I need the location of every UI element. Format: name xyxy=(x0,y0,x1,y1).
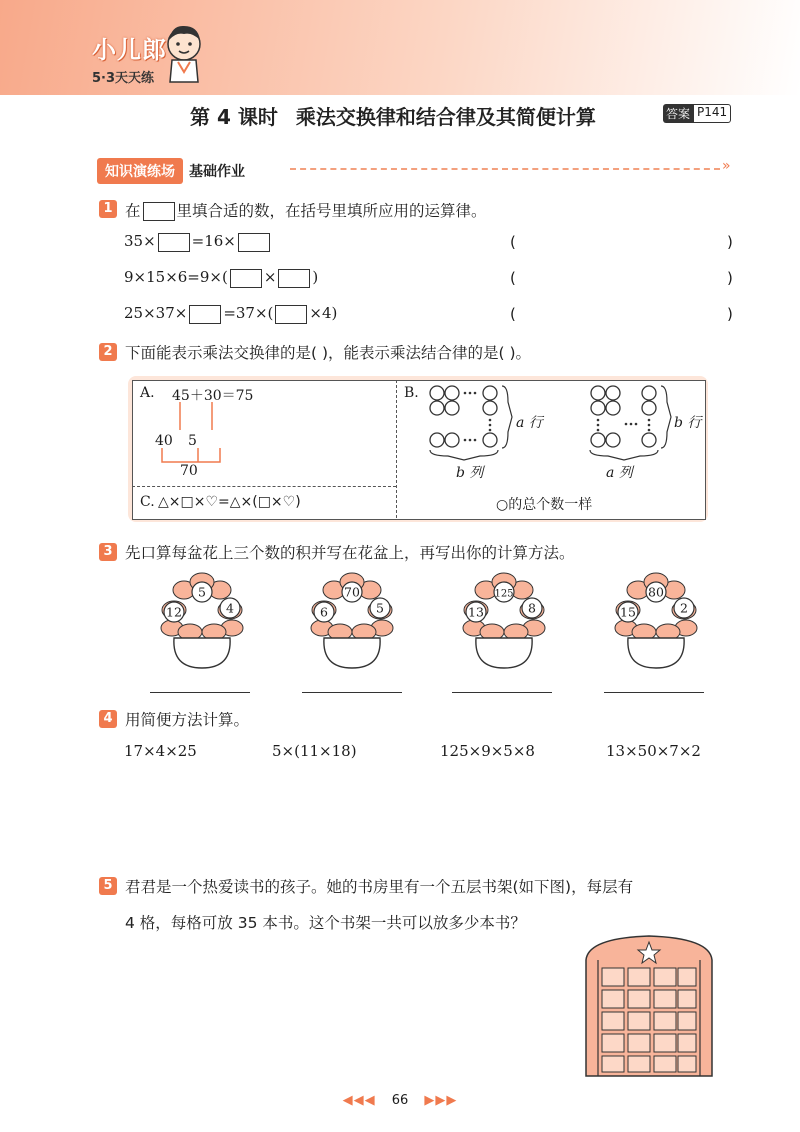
option-b-cols-2: a 列 xyxy=(606,465,633,481)
paren-open: ( xyxy=(510,269,516,287)
section-subtitle: 基础作业 xyxy=(189,164,245,180)
q1-text-a: 在 xyxy=(125,202,141,220)
answer-box[interactable] xyxy=(189,305,221,324)
chevron-right-icon: » xyxy=(722,158,731,174)
flower-number-left: 13 xyxy=(468,604,484,620)
lesson-number: 第 4 课时 xyxy=(190,105,278,129)
answer-line[interactable] xyxy=(604,692,704,693)
q1-text-b: 里填合适的数，在括号里填所应用的运算律。 xyxy=(176,202,487,220)
row-part: =16× xyxy=(191,232,236,250)
panel-divider xyxy=(132,486,396,487)
flower-pot-icon xyxy=(300,572,404,672)
answer-line[interactable] xyxy=(452,692,552,693)
calc-item: 17×4×25 xyxy=(124,742,197,760)
section-divider xyxy=(290,168,720,170)
answer-box[interactable] xyxy=(238,233,270,252)
row-part: ) xyxy=(312,268,319,286)
flower-number-right: 4 xyxy=(226,600,234,616)
option-a-bottom: 70 xyxy=(180,463,198,479)
question-text: 用简便方法计算。 xyxy=(125,711,250,729)
flower-number-top: 125 xyxy=(494,588,514,600)
section-header xyxy=(97,158,245,184)
option-a-left: 40 xyxy=(155,433,173,449)
flower-number-left: 12 xyxy=(166,604,182,620)
arrows-right-icon: ▶▶▶ xyxy=(424,1093,458,1108)
option-a-label: A. xyxy=(140,385,155,401)
q1-row-1 xyxy=(124,232,272,252)
bookshelf-icon xyxy=(578,930,720,1080)
answer-label: 答案 xyxy=(663,104,693,123)
calc-item: 5×(11×18) xyxy=(272,742,357,760)
page-number: 66 xyxy=(391,1093,409,1108)
answer-page: P141 xyxy=(693,104,731,123)
answer-box[interactable] xyxy=(278,269,310,288)
section-tag: 知识演练场 xyxy=(97,158,183,184)
flower-number-right: 5 xyxy=(376,600,384,616)
option-b-caption: ○的总个数一样 xyxy=(496,497,593,513)
paren-close: ) xyxy=(727,269,733,287)
flower-number-top: 5 xyxy=(198,584,206,600)
q1-row-2 xyxy=(124,268,318,288)
option-b-rows-1: a 行 xyxy=(516,415,543,431)
option-a-right: 5 xyxy=(188,433,197,449)
flower-pot-icon xyxy=(150,572,254,672)
question-text-line-1: 君君是一个热爱读书的孩子。她的书房里有一个五层书架(如下图)，每层有 xyxy=(125,878,634,896)
question-text-line-2: 4 格，每格可放 35 本书。这个书架一共可以放多少本书？ xyxy=(125,914,526,932)
row-part: =37×( xyxy=(223,304,274,322)
option-c-equation: △×□×♡=△×(□×♡) xyxy=(158,494,301,510)
lesson-title xyxy=(190,101,596,130)
question-text xyxy=(125,199,487,221)
flower-number-left: 15 xyxy=(620,604,636,620)
paren-close: ) xyxy=(727,305,733,323)
row-part: ×4) xyxy=(309,304,338,322)
option-b-cols-1: b 列 xyxy=(456,465,484,481)
question-number: 4 xyxy=(99,710,117,728)
calc-item: 13×50×7×2 xyxy=(606,742,701,760)
flower-number-top: 80 xyxy=(648,584,664,600)
answer-line[interactable] xyxy=(302,692,402,693)
option-c-label: C. xyxy=(140,494,155,510)
flower-pot-icon xyxy=(604,572,708,672)
question-number: 2 xyxy=(99,343,117,361)
row-part: 9×15×6=9×( xyxy=(124,268,228,286)
paren-open: ( xyxy=(510,305,516,323)
question-number: 5 xyxy=(99,877,117,895)
option-b-label: B. xyxy=(404,385,419,401)
row-part: × xyxy=(263,268,277,286)
q1-row-3 xyxy=(124,304,337,324)
row-part: 35× xyxy=(124,232,156,250)
panel-divider xyxy=(396,380,397,518)
answer-line[interactable] xyxy=(150,692,250,693)
paren-close: ) xyxy=(727,233,733,251)
flower-number-left: 6 xyxy=(320,604,328,620)
answer-reference xyxy=(663,104,731,123)
question-number: 1 xyxy=(99,200,117,218)
answer-box[interactable] xyxy=(275,305,307,324)
mascot-icon xyxy=(162,22,206,84)
question-text: 先口算每盆花上三个数的积并写在花盆上，再写出你的计算方法。 xyxy=(125,544,575,562)
brand-logo xyxy=(92,30,167,86)
logo-subtitle: 5·3天天练 xyxy=(92,71,155,86)
circle-grid-icon xyxy=(428,384,518,462)
paren-open: ( xyxy=(510,233,516,251)
answer-box[interactable] xyxy=(143,202,175,221)
answer-box[interactable] xyxy=(230,269,262,288)
flower-number-right: 8 xyxy=(528,600,536,616)
option-a-equation: 45＋30＝75 xyxy=(172,388,254,404)
answer-box[interactable] xyxy=(158,233,190,252)
page-footer xyxy=(0,1093,800,1108)
flower-number-right: 2 xyxy=(680,600,688,616)
logo-title: 小儿郎 xyxy=(92,36,167,64)
arrows-left-icon: ◀◀◀ xyxy=(342,1093,376,1108)
circle-grid-icon xyxy=(578,384,678,462)
flower-pot-icon xyxy=(452,572,556,672)
option-b-rows-2: b 行 xyxy=(674,415,702,431)
lesson-name: 乘法交换律和结合律及其简便计算 xyxy=(295,105,596,129)
question-number: 3 xyxy=(99,543,117,561)
question-text: 下面能表示乘法交换律的是( )，能表示乘法结合律的是( )。 xyxy=(125,344,532,362)
calc-item: 125×9×5×8 xyxy=(440,742,535,760)
flower-number-top: 70 xyxy=(344,584,360,600)
row-part: 25×37× xyxy=(124,304,188,322)
